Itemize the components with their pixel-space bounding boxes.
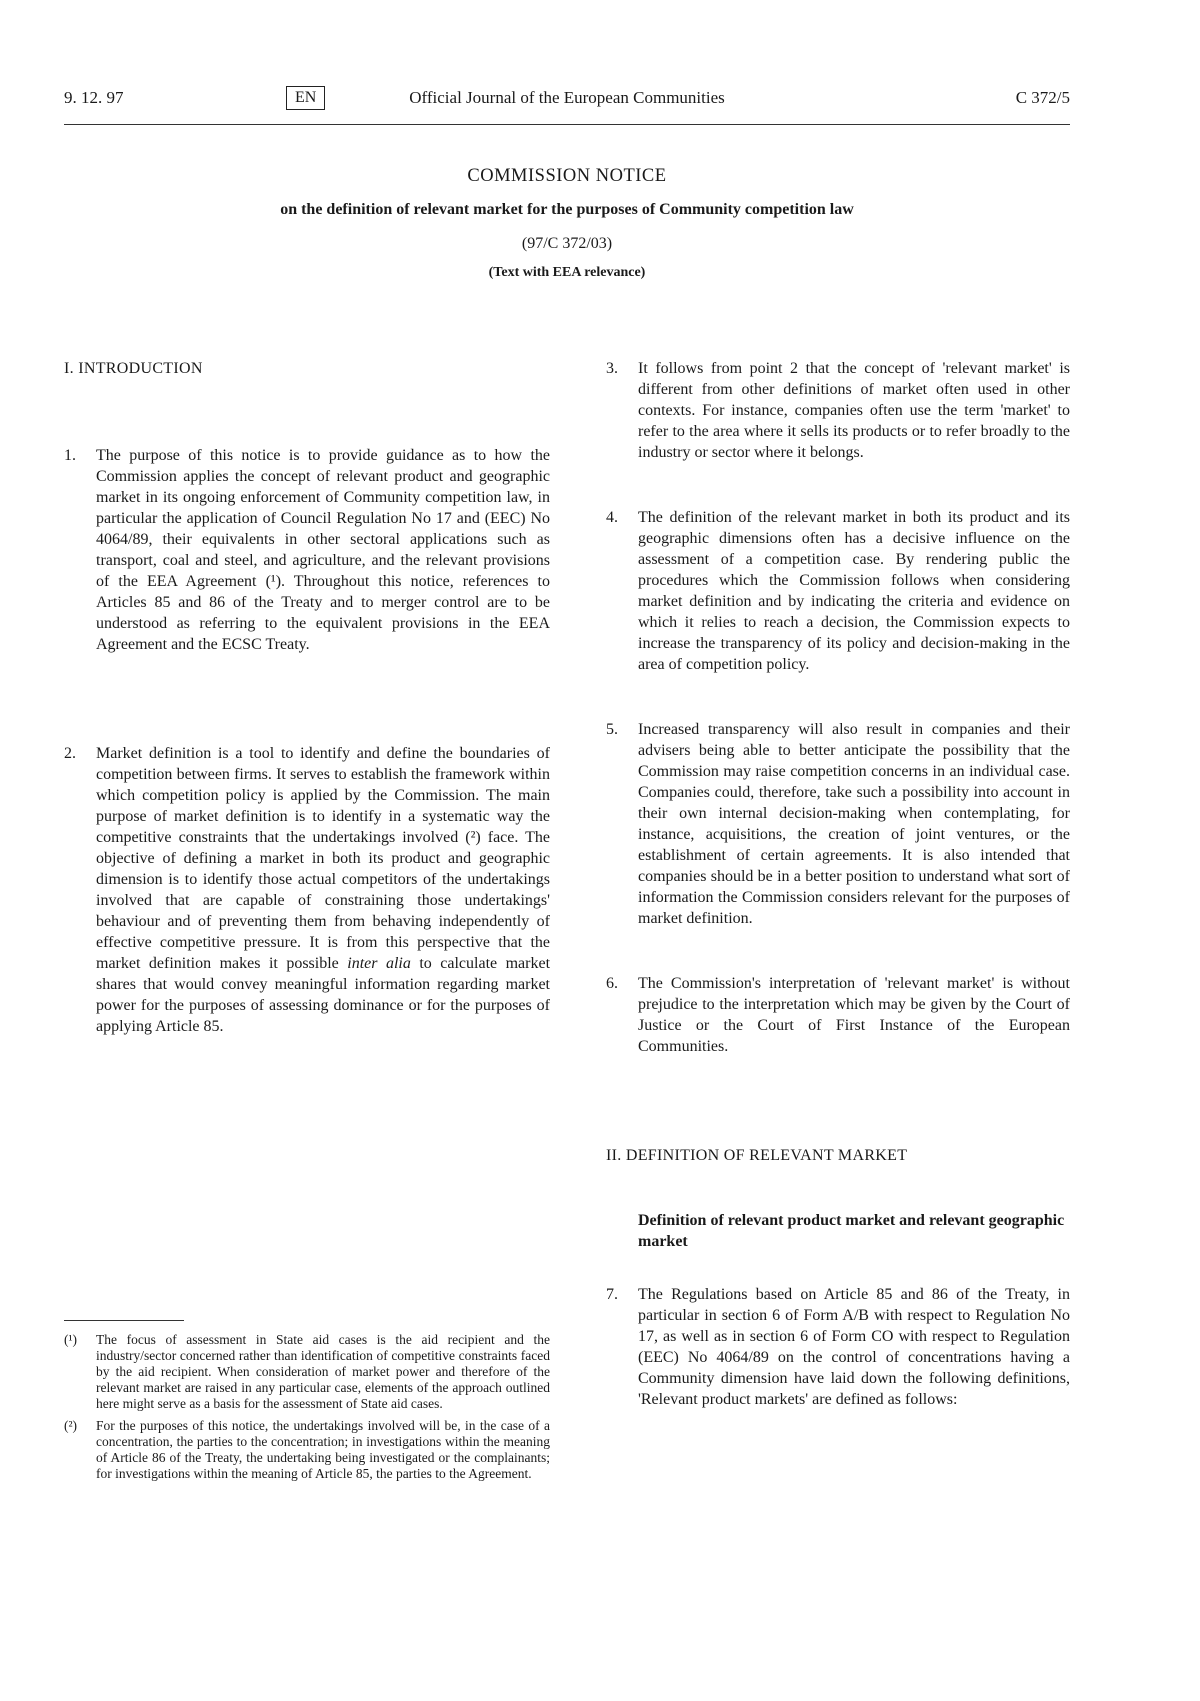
title-block [64, 166, 1070, 281]
paragraph-6 [606, 973, 1070, 1057]
footnote-2 [64, 1418, 550, 1482]
subsection-heading: Definition of relevant product market and relevant geographic market [638, 1212, 1065, 1250]
paragraph-text: The Regulations based on Article 85 and 86 of the Treaty, in particular in section 6 of Form A/B with respect to Regulation No 17, as well as in section 6 of Form CO with respect to Regulation (EEC) No 4064/89 on the control of concentrations having a Community dimension have laid down the following definitions, 'Relevant product markets' are defined as follows: [638, 1286, 1070, 1408]
paragraph-text: Market definition is a tool to identify and define the boundaries of competition between firms. It serves to establish the framework within which competition policy is applied by the Commission. The main purpose of market definition is to identify in a systematic way the competitive constraints that the undertakings involved (²) face. The objective of defining a market in both its product and geographic dimension is to identify those actual competitors of the undertakings involved that are capable of constraining those undertakings' behaviour and of preventing them from behaving independently of effective competitive pressure. It is from this perspective that the market definition makes it possible [96, 745, 550, 972]
page-header [64, 88, 1070, 118]
header-divider [64, 124, 1070, 125]
footnote-text: For the purposes of this notice, the undertakings involved will be, in the case of a concentration, the parties to the concentration; in investigations within the meaning of Article 86 of the Treaty, the undertaking being investigated or the complainants; for investigations within the meaning of Article 85, the parties to the Agreement. [96, 1418, 550, 1481]
footnote-text: The focus of assessment in State aid cases is the aid recipient and the industry/sector concerned rather than identification of competitive constraints faced by the aid recipient. When consideration of market power and therefore of the relevant market are raised in any particular case, elements of the approach outlined here might serve as a basis for the assessment of State aid cases. [96, 1332, 550, 1411]
footnote-1 [64, 1332, 550, 1412]
notice-title: COMMISSION NOTICE [467, 166, 667, 186]
section-heading-introduction: I. INTRODUCTION [64, 360, 203, 377]
language-badge: EN [286, 86, 325, 110]
notice-number: (97/C 372/03) [521, 235, 613, 252]
left-column [64, 358, 550, 1037]
paragraph-text: It follows from point 2 that the concept of 'relevant market' is different from other definitions of market often used in other contexts. For instance, companies often use the term 'market' to refer to the area where it sells its products or to refer broadly to the industry or sector where it belongs. [638, 360, 1070, 461]
footnote-mark: (²) [64, 1418, 78, 1433]
footnotes [64, 1332, 550, 1488]
right-column [606, 358, 1070, 1410]
paragraph-text: The purpose of this notice is to provide guidance as to how the Commission applies the concept of relevant product and geographic market in its ongoing enforcement of Community competition law, in particular the application of Council Regulation No 17 and (EEC) No 4064/89, their equivalents in other sectoral applications such as transport, coal and steel, and agriculture, and the relevant provisions of the EEA Agreement (¹). Throughout this notice, references to Articles 85 and 86 of the Treaty and to merger control are to be understood as referring to the equivalent provisions in the EEA Agreement and the ECSC Treaty. [96, 447, 550, 653]
paragraph-number: 5. [606, 721, 618, 738]
footnote-mark: (¹) [64, 1332, 78, 1347]
paragraph-5 [606, 719, 1070, 929]
paragraph-3 [606, 358, 1070, 463]
paragraph-number: 1. [64, 447, 76, 464]
paragraph-text: to calculate market shares that would convey meaningful information regarding market power for the purposes of assessing dominance or for the purposes of applying Article 85. [96, 955, 551, 1035]
journal-reference: C 372/5 [1015, 88, 1070, 107]
paragraph-text: The definition of the relevant market in both its product and its geographic dimensions often has a decisive influence on the assessment of a competition case. By rendering public the procedures which the Commission follows when considering market definition and by indicating the criteria and evidence on which it relies to reach a decision, the Commission expects to increase the transparency of its policy and decision-making in the area of competition policy. [638, 509, 1070, 673]
paragraph-number: 2. [64, 745, 76, 762]
paragraph-number: 3. [606, 360, 618, 377]
paragraph-text: Increased transparency will also result in companies and their advisers being able to better anticipate the possibility that the Commission may raise competition concerns in an individual case. Companies could, therefore, take such a possibility into account in their own internal decision-making when contemplating, for instance, acquisitions, the creation of joint ventures, or the establishment of certain agreements. It is also intended that companies should be in a better position to understand what sort of information the Commission considers relevant for the purposes of market definition. [638, 721, 1070, 927]
paragraph-number: 4. [606, 509, 618, 526]
paragraph-2 [64, 743, 550, 1037]
paragraph-7 [606, 1284, 1070, 1410]
paragraph-text: The Commission's interpretation of 'relevant market' is without prejudice to the interpretation which may be given by the Court of Justice or the Court of First Instance of the European Communities. [638, 975, 1070, 1055]
footnote-divider [64, 1320, 184, 1321]
notice-relevance: (Text with EEA relevance) [488, 265, 646, 280]
journal-title: Official Journal of the European Communities [409, 88, 725, 107]
paragraph-number: 6. [606, 975, 618, 992]
header-date: 9. 12. 97 [64, 88, 124, 107]
paragraph-1 [64, 445, 550, 655]
notice-subject: on the definition of relevant market for the purposes of Community competition law [280, 201, 854, 218]
paragraph-number: 7. [606, 1286, 618, 1303]
section-heading-definition: II. DEFINITION OF RELEVANT MARKET [606, 1147, 908, 1164]
emphasis-text: inter alia [347, 955, 411, 972]
paragraph-4 [606, 507, 1070, 675]
